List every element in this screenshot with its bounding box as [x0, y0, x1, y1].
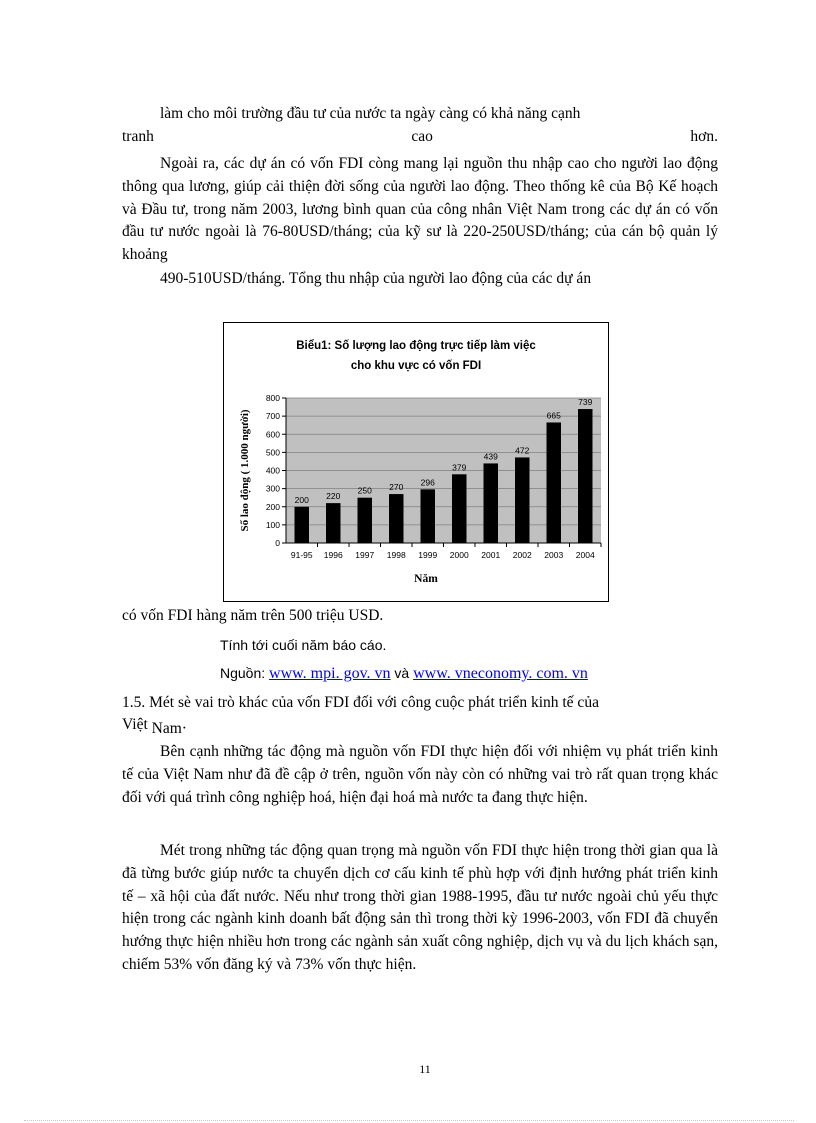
source-label: Nguồn:: [220, 665, 266, 681]
page-number: 11: [419, 1062, 431, 1076]
word-cao: cao: [411, 127, 433, 145]
footer-divider: [24, 1120, 794, 1121]
x-tick-label-2002: 2002: [512, 550, 532, 560]
note-reporting: Tính tới cuối năm báo cáo.: [220, 637, 387, 653]
bar-2004: [578, 409, 592, 543]
x-tick-label-2003: 2003: [544, 550, 564, 560]
data-label-1998: 270: [389, 482, 404, 493]
section-heading-line-2: [122, 714, 718, 736]
data-label-2003: 665: [546, 410, 561, 421]
data-label-2001: 439: [483, 451, 498, 462]
bar-2000: [452, 474, 466, 543]
heading-word-viet: Việt: [122, 716, 148, 733]
paragraph-2: Ngoài ra, các dự án có vốn FDI còng mang lại nguồn thu nhập cao cho người lao động thông qua lương, giúp cải thiện đời sống của người lao động. Theo thống kê của Bộ Kế hoạch và Đầu tư, trong năm 2003, lương bình quan của công nhân Việt Nam trong các dự án có vốn đầu tư nước ngoài là 76-80USD/tháng; của kỹ sư là 220-250USD/tháng; của cán bộ quản lý khoảng: [122, 155, 718, 264]
x-tick-label-1997: 1997: [355, 550, 375, 560]
bar-chart: [223, 322, 609, 602]
paragraph-2-continued: 490-510USD/tháng. Tổng thu nhập của người lao động của các dự án: [160, 270, 592, 287]
bar-91-95: [295, 507, 309, 543]
x-tick-label-91-95: 91-95: [290, 550, 313, 560]
data-label-1996: 220: [326, 491, 341, 502]
x-tick-label-1999: 1999: [418, 550, 438, 560]
y-tick-label-4: 400: [265, 465, 280, 476]
link-mpi[interactable]: www. mpi. gov. vn: [269, 665, 391, 682]
bar-chart-svg: [224, 323, 608, 601]
paragraph-3: Bên cạnh những tác động mà nguồn vốn FDI thực hiện đối với nhiệm vụ phát triển kinh tế của Việt Nam như đã đề cập ở trên, nguồn vốn này còn có những vai trò rất quan trọng khác đối với quá trình công nghiệp hoá, hiện đại hoá mà nước ta đang thực hiện.: [122, 743, 718, 806]
y-tick-label-3: 300: [265, 483, 280, 494]
paragraph-1-line-2: [122, 126, 718, 149]
x-tick-label-2004: 2004: [575, 550, 595, 560]
link-vneconomy[interactable]: www. vneconomy. com. vn: [413, 665, 588, 682]
heading-word-nam: Nam·: [151, 720, 187, 737]
bar-1997: [358, 498, 372, 543]
note-source: [220, 665, 588, 683]
paragraph-4: Mét trong những tác động quan trọng mà nguồn vốn FDI thực hiện trong thời gian qua là đã từng bước giúp nước ta chuyển dịch cơ cấu kinh tế phù hợp với định hướng phát triển kinh tế – xã hội của đất nước. Nếu như trong thời gian 1988-1995, đầu tư nước ngoài chủ yếu thực hiện trong các ngành kinh doanh bất động sản thì trong thời kỳ 1996-2003, vốn FDI đã chuyển hướng thực hiện nhiều hơn trong các ngành sản xuất công nghiệp, dịch vụ và du lịch khách sạn, chiếm 53% vốn đăng ký và 73% vốn thực hiện.: [122, 842, 718, 973]
y-tick-label-6: 600: [265, 429, 280, 440]
word-tranh: tranh: [122, 127, 154, 145]
y-tick-label-1: 100: [265, 519, 280, 530]
source-and: và: [394, 665, 410, 681]
bar-1999: [421, 489, 435, 543]
x-axis-label: Năm: [414, 573, 438, 585]
x-tick-label-1996: 1996: [323, 550, 343, 560]
x-tick-label-2000: 2000: [449, 550, 469, 560]
bar-2002: [515, 457, 529, 543]
y-tick-label-8: 800: [265, 393, 280, 403]
bar-1996: [326, 503, 340, 543]
data-label-2000: 379: [452, 462, 467, 473]
y-axis-label: Số lao động ( 1.000 người): [239, 409, 251, 532]
y-tick-label-5: 500: [265, 447, 280, 458]
x-tick-label-1998: 1998: [386, 550, 406, 560]
chart-title-line-1: Biểu1: Số lượng lao động trực tiếp làm việc: [296, 340, 536, 352]
word-hon: hơn.: [690, 127, 718, 145]
bar-1998: [389, 494, 403, 543]
paragraph-1: [122, 103, 718, 149]
paragraph-1-line-1: làm cho môi trường đầu tư của nước ta ngày càng có khả năng cạnh: [160, 105, 581, 122]
data-label-91-95: 200: [294, 494, 309, 505]
section-heading-line-1: 1.5. Mét sè vai trò khác của vốn FDI đối với công cuộc phát triển kinh tế của: [122, 694, 599, 711]
x-tick-label-2001: 2001: [481, 550, 501, 560]
bar-2001: [484, 463, 498, 543]
bar-2003: [547, 422, 561, 543]
chart-title-line-2: cho khu vực có vốn FDI: [350, 360, 482, 372]
data-label-2002: 472: [515, 445, 530, 456]
y-tick-label-7: 700: [265, 411, 280, 422]
section-heading: [122, 692, 718, 736]
data-label-1999: 296: [420, 477, 435, 488]
y-tick-label-2: 200: [265, 501, 280, 512]
data-label-2004: 739: [578, 397, 593, 408]
y-tick-label-0: 0: [275, 538, 280, 548]
data-label-1997: 250: [357, 485, 372, 496]
paragraph-after-chart: có vốn FDI hàng năm trên 500 triệu USD.: [122, 607, 384, 624]
